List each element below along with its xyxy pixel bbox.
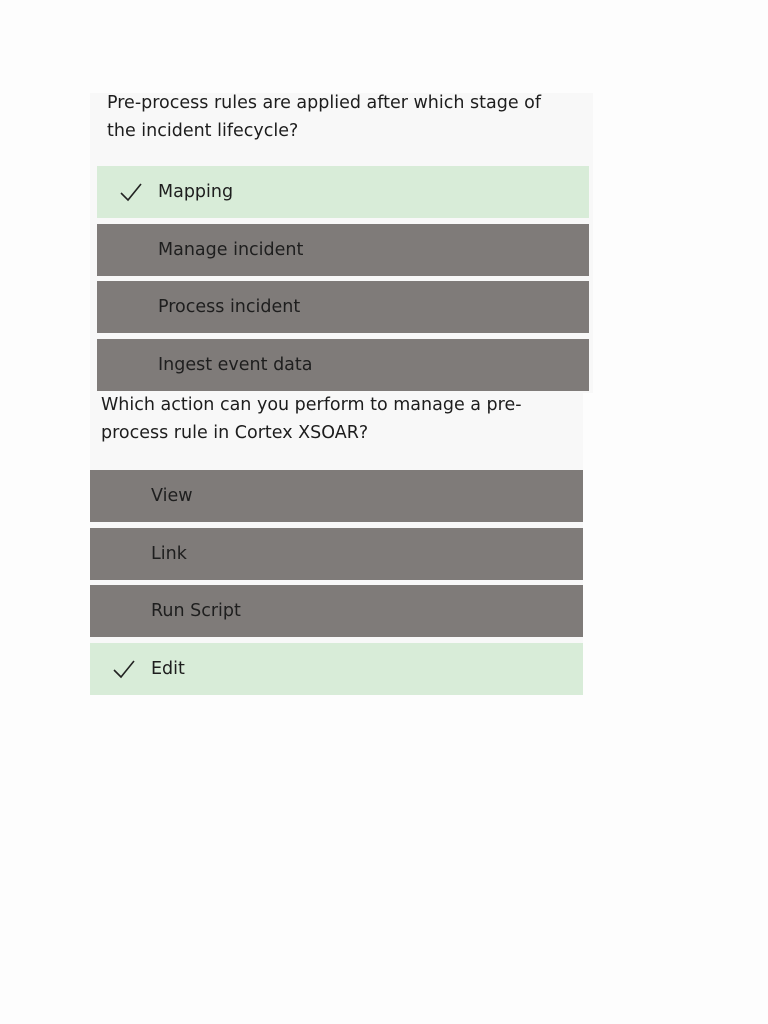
question-2-option-run-script[interactable] <box>90 585 583 637</box>
option-label: Edit <box>151 659 185 679</box>
option-label: Link <box>151 544 187 564</box>
question-2-option-edit[interactable] <box>90 643 583 695</box>
question-1 <box>90 93 593 393</box>
question-1-option-manage-incident[interactable] <box>97 224 589 276</box>
question-2 <box>90 393 583 695</box>
check-icon <box>119 181 143 203</box>
question-1-option-mapping[interactable] <box>97 166 589 218</box>
question-2-text: Which action can you perform to manage a pre- process rule in Cortex XSOAR? <box>101 395 522 443</box>
question-1-option-ingest-event-data[interactable] <box>97 339 589 391</box>
question-2-option-link[interactable] <box>90 528 583 580</box>
check-icon <box>112 658 136 680</box>
question-2-option-view[interactable] <box>90 470 583 522</box>
option-label: Run Script <box>151 601 241 621</box>
option-label: View <box>151 486 193 506</box>
option-label: Mapping <box>158 182 234 202</box>
option-label: Process incident <box>158 297 301 317</box>
question-1-text: Pre-process rules are applied after which stage of the incident lifecycle? <box>107 93 542 141</box>
question-1-option-process-incident[interactable] <box>97 281 589 333</box>
option-label: Manage incident <box>158 240 304 260</box>
option-label: Ingest event data <box>158 355 313 375</box>
